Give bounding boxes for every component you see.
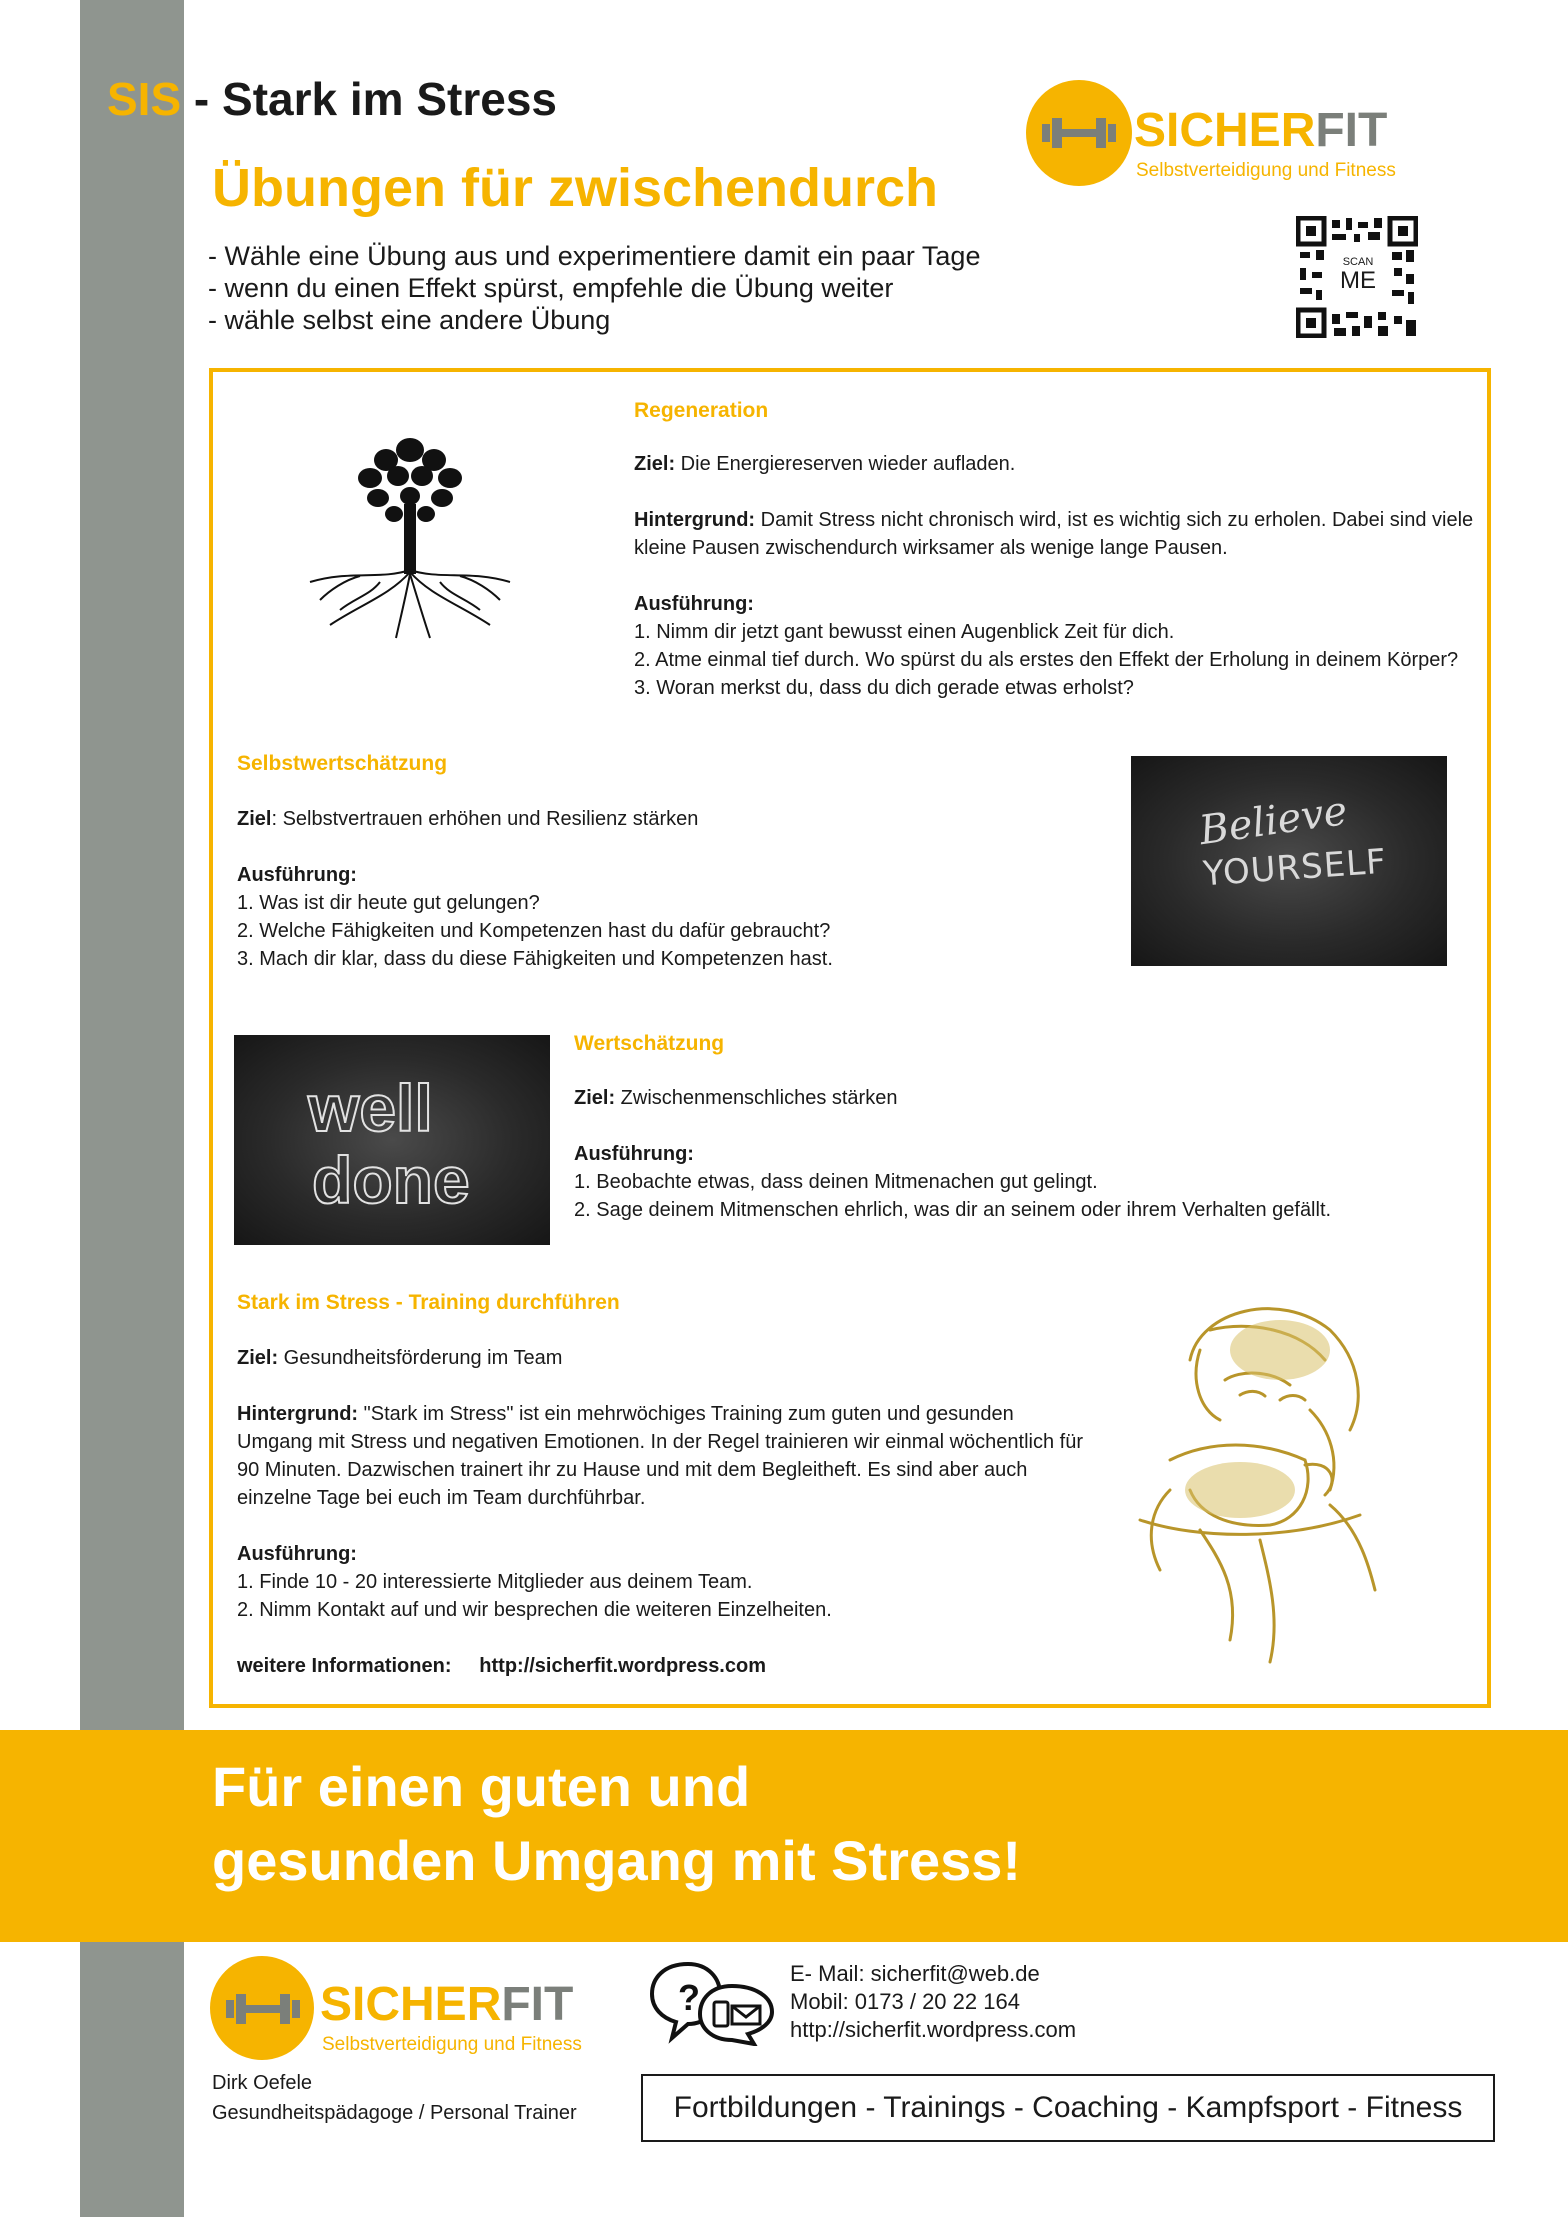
dumbbell-icon [1040,116,1118,150]
section-title-selbstwert: Selbstwertschätzung [237,752,448,775]
logo-brand-sicher: SICHER [1134,104,1316,157]
contact-website[interactable]: http://sicherfit.wordpress.com [790,2017,1077,2042]
hintergrund-label: Hintergrund: [237,1403,359,1425]
logo-tagline: Selbstverteidigung und Fitness [1136,160,1396,181]
logo-brand-fit: FIT [1315,104,1388,157]
step-item: 1. Finde 10 - 20 interessierte Mitglieder aus deinem Team. [237,1571,753,1593]
hintergrund-text: "Stark im Stress" ist ein mehrwöchiges Training zum guten und gesunden Umgang mit Stress und negativen Emotionen. In der Regel trainieren wir einmal wöchentlich für 90 Minuten. Dazwischen trainert ihr zu Hause und mit dem Begleitheft. Es sind aber auch einzelne Tage bei euch im Team durchführbar. [237,1403,1083,1509]
header-heading [107,72,557,126]
ziel-text: Gesundheitsförderung im Team [278,1347,563,1369]
sicherfit-logo-footer [210,1956,630,2066]
trainer-name: Dirk Oefele [212,2072,313,2094]
contact-speech-bubbles-icon [648,1960,776,2046]
svg-text:?: ? [678,1977,700,2018]
step-item: 3. Mach dir klar, dass du diese Fähigkeiten und Kompetenzen hast. [237,948,833,970]
banner-slogan [212,1750,1021,1898]
ausfuehrung-label: Ausführung: [237,1543,357,1565]
banner-line: Für einen guten und [212,1755,751,1818]
section-title-wertschaetzung: Wertschätzung [574,1032,725,1055]
ziel-label: Ziel: [574,1087,616,1109]
chalkboard-believe-image [1131,756,1447,966]
intro-line: - wähle selbst eine andere Übung [208,305,611,335]
ausfuehrung-label: Ausführung: [574,1143,694,1165]
section-body-training [237,1344,1087,1680]
step-item: 1. Was ist dir heute gut gelungen? [237,892,540,914]
ziel-label: Ziel: [634,453,676,475]
ziel-text: : Selbstvertrauen erhöhen und Resilienz stärken [271,808,699,830]
ausfuehrung-label: Ausführung: [634,593,754,615]
woman-drinking-coffee-illustration [1130,1290,1390,1670]
chalk-text-well: well [308,1071,433,1145]
step-item: 1. Beobachte etwas, dass deinen Mitmenachen gut gelingt. [574,1171,1098,1193]
chalk-text-done: done [312,1143,470,1217]
logo-brand-fit: FIT [501,1978,574,2031]
trainer-info [212,2068,577,2128]
section-title-regeneration: Regeneration [634,399,769,422]
section-body-selbstwert [237,805,1077,973]
ziel-label: Ziel [237,808,272,830]
ziel-text: Die Energiereserven wieder aufladen. [675,453,1016,475]
page-title: Übungen für zwischendurch [212,158,939,218]
info-link[interactable]: http://sicherfit.wordpress.com [479,1655,766,1677]
hintergrund-text: Damit Stress nicht chronisch wird, ist es wichtig sich zu erholen. Dabei sind viele kleine Pausen zwischendurch wirksamer als wenige lange Pausen. [634,509,1474,559]
contact-email[interactable]: E- Mail: sicherfit@web.de [790,1961,1040,1986]
services-box: Fortbildungen - Trainings - Coaching - Kampfsport - Fitness [641,2074,1495,2142]
trainer-role: Gesundheitspädagoge / Personal Trainer [212,2102,577,2124]
sicherfit-logo-top [1026,80,1446,190]
step-item: 2. Welche Fähigkeiten und Kompetenzen hast du dafür gebraucht? [237,920,831,942]
tree-illustration [300,420,520,640]
contact-mobile[interactable]: Mobil: 0173 / 20 22 164 [790,1989,1020,2014]
qr-code[interactable] [1296,216,1418,338]
intro-line: - Wähle eine Übung aus und experimentiere damit ein paar Tage [208,241,981,271]
section-body-regeneration [634,450,1480,702]
dumbbell-icon [224,1992,302,2026]
logo-brand [320,1980,573,2030]
logo-brand-sicher: SICHER [320,1978,502,2031]
step-item: 2. Nimm Kontakt auf und wir besprechen die weiteren Einzelheiten. [237,1599,832,1621]
info-label: weitere Informationen: [237,1655,452,1677]
hintergrund-label: Hintergrund: [634,509,756,531]
step-item: 2. Sage deinem Mitmenschen ehrlich, was dir an seinem oder ihrem Verhalten gefällt. [574,1199,1332,1221]
logo-brand [1134,106,1387,156]
section-title-training: Stark im Stress - Training durchführen [237,1291,620,1314]
step-item: 3. Woran merkst du, dass du dich gerade etwas erholst? [634,677,1134,699]
chalkboard-well-done-image [234,1035,550,1245]
intro-list [208,240,980,336]
sis-abbreviation: SIS [107,73,182,125]
qr-scan-label: SCAN [1342,256,1374,268]
chalk-text-believe: Believe [1196,787,1351,855]
ziel-label: Ziel: [237,1347,279,1369]
ziel-text: Zwischenmenschliches stärken [615,1087,898,1109]
chalk-text-yourself: YOURSELF [1201,841,1388,895]
section-body-wertschaetzung [574,1084,1474,1224]
qr-me-label: ME [1340,267,1376,294]
banner-line: gesunden Umgang mit Stress! [212,1829,1022,1892]
step-item: 1. Nimm dir jetzt gant bewusst einen Augenblick Zeit für dich. [634,621,1175,643]
contact-info [790,1960,1076,2044]
step-item: 2. Atme einmal tief durch. Wo spürst du als erstes den Effekt der Erholung in deinem Körper? [634,649,1459,671]
logo-tagline: Selbstverteidigung und Fitness [322,2034,582,2055]
intro-line: - wenn du einen Effekt spürst, empfehle die Übung weiter [208,273,894,303]
ausfuehrung-label: Ausführung: [237,864,357,886]
header-subtitle: - Stark im Stress [181,73,557,125]
